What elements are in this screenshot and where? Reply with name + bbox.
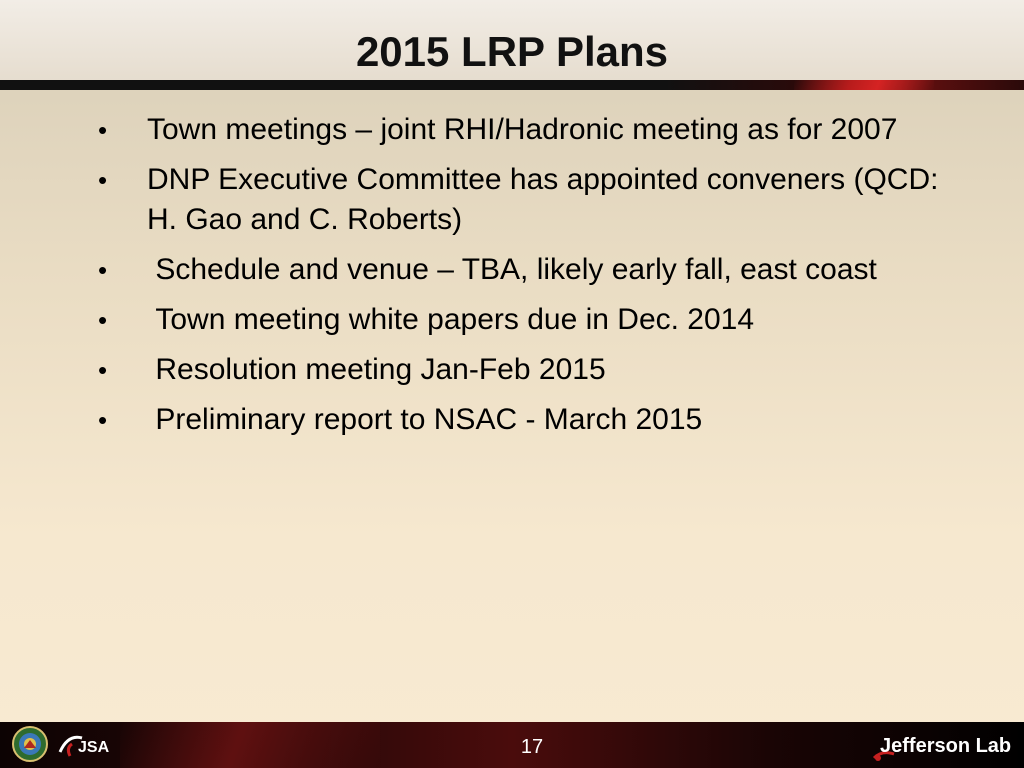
bullet-marker: • [98,355,108,385]
svg-text:JSA: JSA [78,739,110,756]
bullet-text: DNP Executive Committee has appointed conveners (QCD: H. Gao and C. Roberts) [147,163,939,236]
footer-bar [0,722,1024,768]
bullet-item [0,110,1024,150]
bullet-text: Schedule and venue – TBA, likely early fall, east coast [147,253,877,286]
bullet-item [0,350,1024,390]
bullet-marker: • [98,165,108,195]
svg-text:Jefferson Lab: Jefferson Lab [880,735,1012,757]
jefferson-lab-logo [872,728,1020,762]
bullet-list [0,110,1024,450]
bullet-text: Resolution meeting Jan-Feb 2015 [147,353,606,386]
page-number: 17 [520,736,544,758]
bullet-text: Preliminary report to NSAC - March 2015 [147,403,703,436]
bullet-marker: • [98,305,108,335]
title-rule [0,80,1024,90]
slide-title: 2015 LRP Plans [355,28,669,75]
bullet-marker: • [98,255,108,285]
bullet-item [0,250,1024,290]
bullet-item [0,400,1024,440]
bullet-item [0,160,1024,240]
bullet-text: Town meeting white papers due in Dec. 2014 [147,303,755,336]
bullet-item [0,300,1024,340]
bullet-text: Town meetings – joint RHI/Hadronic meeting as for 2007 [147,113,898,146]
bullet-marker: • [98,405,108,435]
bullet-marker: • [98,115,108,145]
